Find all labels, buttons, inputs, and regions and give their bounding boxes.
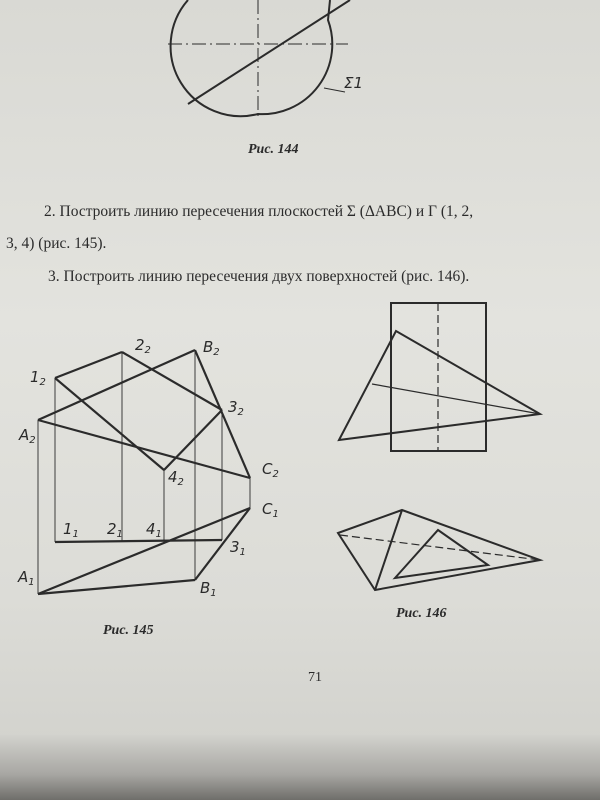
fig144-caption: Рис. 144 bbox=[248, 142, 299, 157]
task-2-line-2: 3, 4) (рис. 145). bbox=[6, 235, 107, 252]
label-3-1: $3_1$ bbox=[230, 538, 246, 558]
label-4-1: $4_1$ bbox=[146, 520, 162, 540]
label-3-2: $3_2$ bbox=[228, 398, 244, 418]
fig146-hidden-line bbox=[340, 535, 540, 560]
seg-A-B-h bbox=[38, 580, 195, 594]
label-4-2: $4_2$ bbox=[168, 468, 184, 488]
seg-1-2 bbox=[55, 352, 122, 378]
task-3: 3. Построить линию пересечения двух поверхностей (рис. 146). bbox=[48, 268, 470, 285]
page-number: 71 bbox=[308, 670, 322, 685]
task-2-line-1: 2. Построить линию пересечения плоскостей Σ (ΔABC) и Γ (1, 2, bbox=[44, 203, 474, 220]
label-C-1: $C_1$ bbox=[262, 500, 279, 520]
fig146-drawing bbox=[338, 303, 540, 590]
seg-C-A bbox=[38, 420, 250, 478]
seg-3-4 bbox=[164, 410, 222, 470]
label-B-2: $B_2$ bbox=[203, 338, 220, 358]
fig146-inner-triangle bbox=[395, 530, 488, 578]
fig144-label: Σ1 bbox=[344, 74, 364, 92]
fig146-outer-triangle bbox=[338, 510, 540, 590]
label-B-1: $B_1$ bbox=[200, 579, 217, 599]
label-2-1: $2_1$ bbox=[107, 520, 123, 540]
fig145-drawing bbox=[38, 350, 250, 594]
label-2-2: $2_2$ bbox=[135, 336, 151, 356]
label-1-2: $1_2$ bbox=[30, 368, 46, 388]
fig144-drawing bbox=[168, 0, 350, 118]
label-A-1: $A_1$ bbox=[18, 568, 35, 588]
label-1-1: $1_1$ bbox=[63, 520, 79, 540]
seg-1-3-h bbox=[55, 540, 222, 542]
fig144-leader bbox=[324, 88, 345, 92]
fig145-labels bbox=[17, 336, 279, 599]
fig145-caption: Рис. 145 bbox=[103, 623, 154, 638]
seg-A-B bbox=[38, 350, 195, 420]
label-C-2: $C_2$ bbox=[262, 460, 279, 480]
fig146-caption: Рис. 146 bbox=[396, 606, 447, 621]
seg-4-1 bbox=[55, 378, 164, 470]
label-A-2: $A_2$ bbox=[19, 426, 36, 446]
fig146-triangle bbox=[339, 331, 540, 440]
